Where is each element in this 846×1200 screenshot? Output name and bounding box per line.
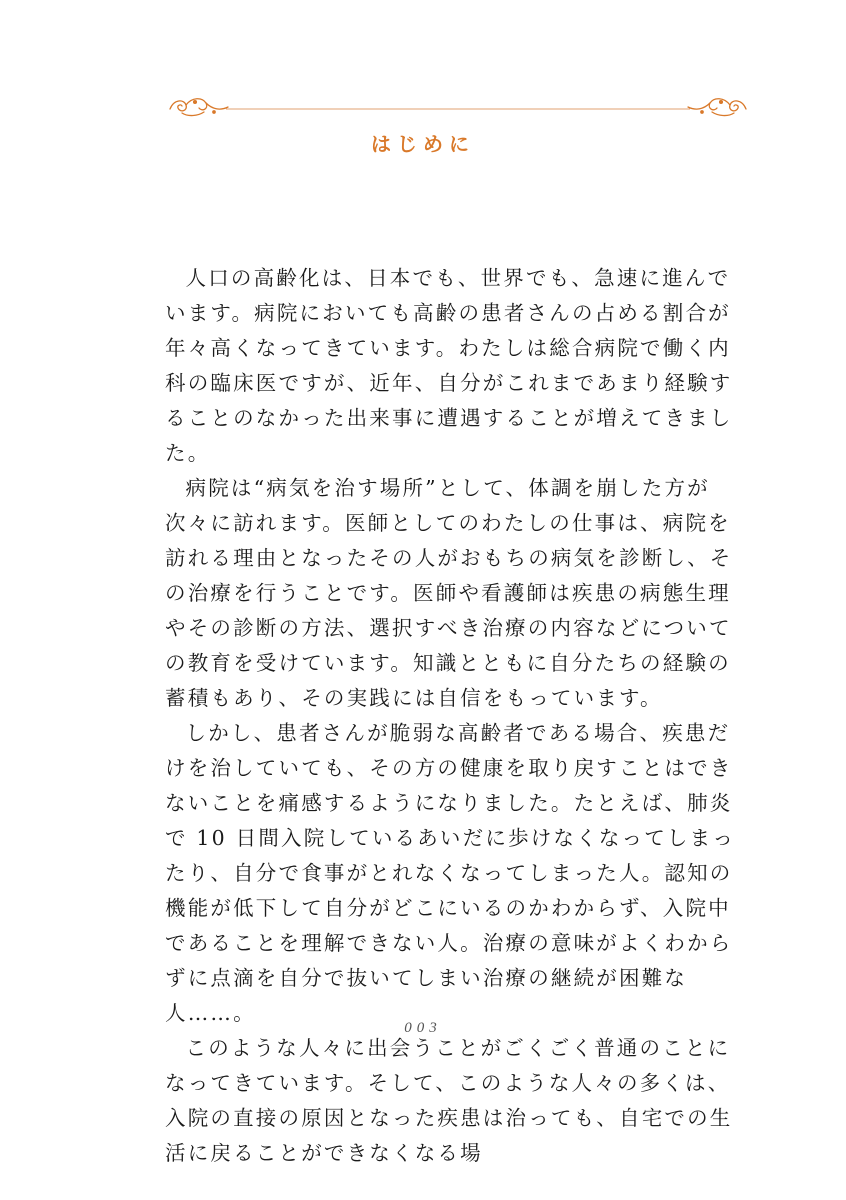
ornament-right-flourish-icon [688,99,746,116]
page-title: はじめに [371,132,475,156]
paragraph: 人口の高齢化は、日本でも、世界でも、急速に進んでいます。病院においても高齢の患者さんの占める割合が年々高くなってきています。わたしは総合病院で働く内科の臨床医ですが、近年、自分がこれまであまり経験することのなかった出来事に遭遇することが増えてきました。 [165,266,733,465]
paragraph: 病院は“病気を治す場所”として、体調を崩した方が次々に訪れます。医師としてのわたしの仕事は、病院を訪れる理由となったその人がおもちの病気を診断し、その治療を行うことです。医師や看護師は疾患の病態生理やその診断の方法、選択すべき治療の内容などについての教育を受けています。知識とともに自分たちの経験の蓄積もあり、その実践には自信をもっています。 [165,476,733,710]
paragraph: このような人々に出会うことがごくごく普通のことになってきています。そして、このような人々の多くは、入院の直接の原因となった疾患は治っても、自宅での生活に戻ることができなくなる場 [165,1036,733,1165]
page-number: 003 [404,1020,442,1036]
paragraph: しかし、患者さんが脆弱な高齢者である場合、疾患だけを治していても、その方の健康を取り戻すことはできないことを痛感するようになりました。たとえば、肺炎で 10 日間入院しているあいだに歩けなくなってしまったり、自分で食事がとれなくなってしまった人。認知の機能が低下して自分がどこにいるのかわからず、入院中であることを理解できない人。治療の意味がよくわからずに点滴を自分で抜いてしまい治療の継続が困難な人……。 [165,721,736,1025]
ornament-left-flourish-icon [170,99,228,116]
header-ornament [168,93,748,119]
